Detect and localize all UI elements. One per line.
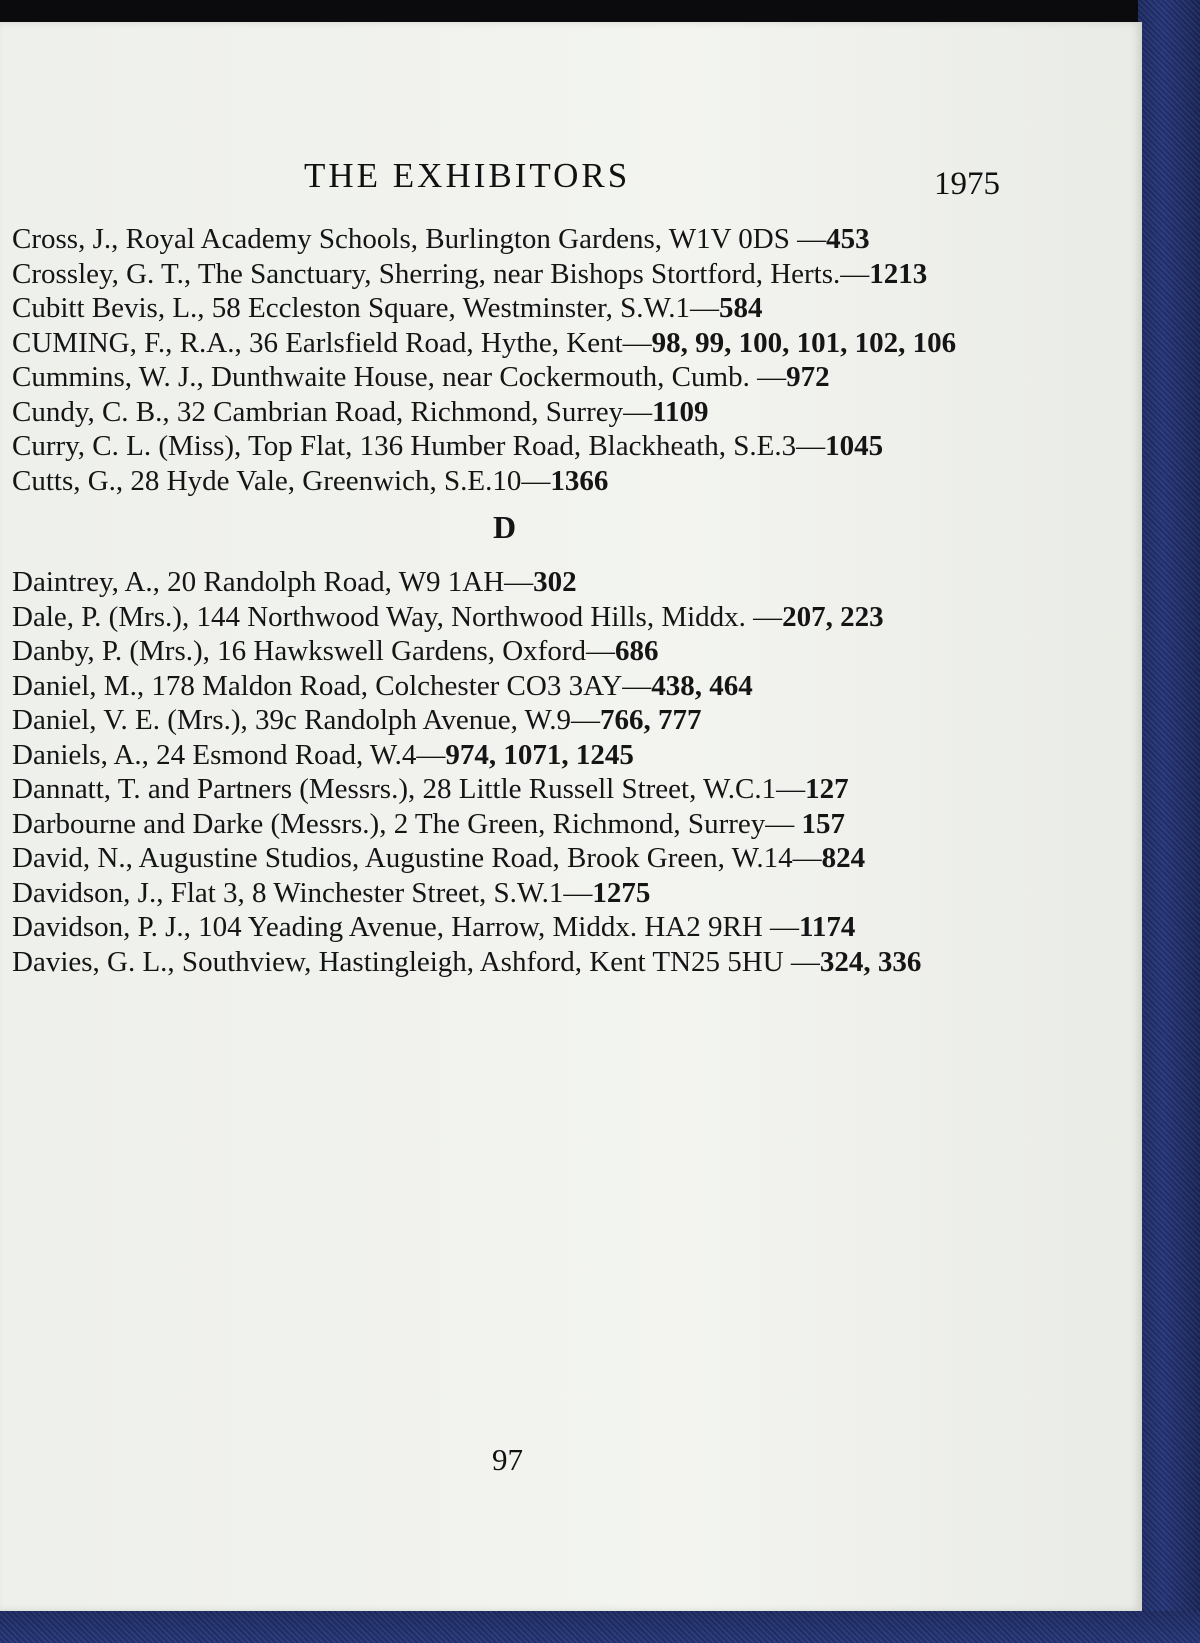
running-header: [0, 134, 1142, 202]
section-letter: D: [492, 509, 517, 545]
exhibit-numbers: 766, 777: [600, 704, 702, 736]
exhibit-numbers: 157: [801, 807, 845, 840]
exhibitor-entry: David, N., Augustine Studios, Augustine Road, Brook Green, W.14—824: [12, 842, 866, 874]
exhibit-numbers: 302: [533, 566, 577, 598]
exhibitor-entry: Cutts, G., 28 Hyde Vale, Greenwich, S.E.10—1366: [12, 464, 609, 497]
exhibit-numbers: 127: [805, 773, 849, 805]
exhibit-numbers: 824: [821, 842, 866, 874]
page-number: 97: [492, 1442, 523, 1477]
exhibit-numbers: 1366: [550, 464, 609, 497]
exhibitor-entry: CUMING, F., R.A., 36 Earlsfield Road, Hythe, Kent—98, 99, 100, 101, 102, 106: [12, 326, 957, 359]
exhibitor-entry: Curry, C. L. (Miss), Top Flat, 136 Humber Road, Blackheath, S.E.3—1045: [12, 430, 884, 462]
running-title: THE EXHIBITORS: [304, 156, 631, 195]
exhibitor-entry: Daniel, V. E. (Mrs.), 39c Randolph Avenue, W.9—766, 777: [12, 704, 702, 736]
exhibitor-entry: Darbourne and Darke (Messrs.), 2 The Green, Richmond, Surrey— 157: [12, 807, 845, 840]
exhibit-numbers: 972: [786, 361, 830, 393]
exhibit-numbers: 98, 99, 100, 101, 102, 106: [651, 326, 957, 359]
exhibit-numbers: 974, 1071, 1245: [445, 738, 634, 771]
exhibit-numbers: 453: [826, 223, 870, 255]
exhibitor-list: [12, 222, 1007, 979]
header-year: 1975: [934, 166, 1000, 202]
exhibit-numbers: 686: [615, 635, 659, 667]
exhibit-numbers: 207, 223: [782, 600, 884, 633]
exhibitor-entry: Dannatt, T. and Partners (Messrs.), 28 Little Russell Street, W.C.1—127: [12, 773, 849, 805]
book-cover-edge: [1138, 0, 1200, 1643]
exhibit-numbers: 438, 464: [651, 669, 753, 702]
exhibitor-entry: Davidson, J., Flat 3, 8 Winchester Street, S.W.1—1275: [12, 876, 651, 909]
exhibitor-entry: Crossley, G. T., The Sanctuary, Sherring, near Bishops Stortford, Herts.—1213: [12, 257, 928, 290]
book-page: [0, 22, 1142, 1611]
exhibit-numbers: 1109: [652, 395, 709, 428]
exhibitor-entry: Daintrey, A., 20 Randolph Road, W9 1AH—302: [12, 566, 577, 598]
exhibitor-entry: Dale, P. (Mrs.), 144 Northwood Way, Northwood Hills, Middx. —207, 223: [12, 600, 884, 633]
top-edge: [0, 0, 1200, 22]
exhibit-numbers: 584: [718, 292, 763, 324]
exhibit-numbers: 1275: [592, 876, 651, 909]
book-cover-bottom: [0, 1611, 1200, 1643]
exhibit-numbers: 324, 336: [819, 945, 922, 978]
exhibitor-entry: Daniel, M., 178 Maldon Road, Colchester CO3 3AY—438, 464: [12, 669, 753, 702]
exhibitor-entry: Davidson, P. J., 104 Yeading Avenue, Harrow, Middx. HA2 9RH —1174: [12, 911, 856, 943]
exhibit-numbers: 1213: [869, 257, 928, 290]
exhibit-numbers: 1174: [799, 911, 856, 943]
exhibitor-entry: Cubitt Bevis, L., 58 Eccleston Square, Westminster, S.W.1—584: [12, 292, 763, 324]
exhibitor-entry: Cundy, C. B., 32 Cambrian Road, Richmond, Surrey—1109: [12, 395, 709, 428]
exhibitor-entry: Danby, P. (Mrs.), 16 Hawkswell Gardens, Oxford—686: [12, 635, 659, 667]
exhibitor-entry: Davies, G. L., Southview, Hastingleigh, Ashford, Kent TN25 5HU —324, 336: [12, 945, 922, 978]
exhibitor-entry: Cummins, W. J., Dunthwaite House, near Cockermouth, Cumb. —972: [12, 361, 830, 393]
exhibitor-entry: Daniels, A., 24 Esmond Road, W.4—974, 1071, 1245: [12, 738, 634, 771]
exhibit-numbers: 1045: [825, 430, 884, 462]
exhibitor-entry: Cross, J., Royal Academy Schools, Burlington Gardens, W1V 0DS —453: [12, 223, 870, 255]
